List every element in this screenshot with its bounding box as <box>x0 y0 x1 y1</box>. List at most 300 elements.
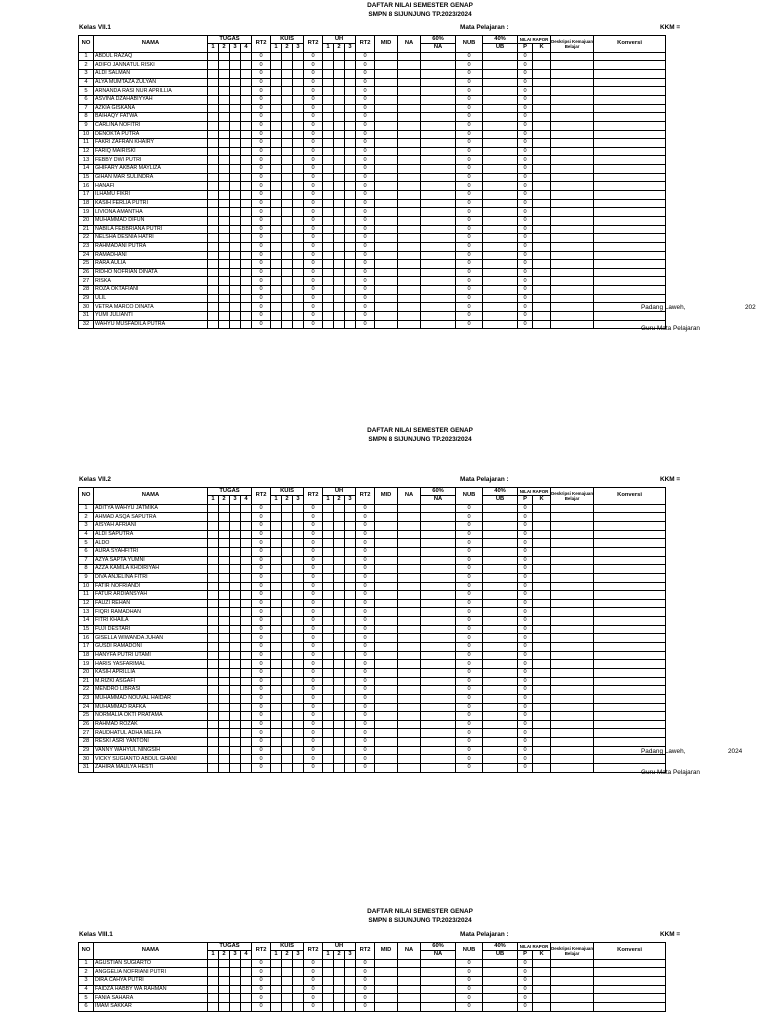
zero-value: 0 <box>456 268 483 277</box>
zero-value: 0 <box>304 677 323 686</box>
table-cell <box>334 625 345 634</box>
zero-value: 0 <box>252 70 271 79</box>
kkm-label: KKM = <box>660 23 681 31</box>
table-cell <box>271 208 282 217</box>
table-cell <box>345 651 356 660</box>
table-cell <box>533 294 551 303</box>
table-cell <box>334 634 345 643</box>
table-cell <box>375 573 398 582</box>
row-number: 30 <box>79 755 94 764</box>
table-cell <box>219 968 230 977</box>
table-cell <box>334 668 345 677</box>
zero-value: 0 <box>456 513 483 522</box>
table-cell <box>551 277 594 286</box>
row-number: 7 <box>79 556 94 565</box>
zero-value: 0 <box>304 764 323 773</box>
table-cell <box>241 242 252 251</box>
table-cell <box>241 268 252 277</box>
table-cell <box>375 173 398 182</box>
zero-value: 0 <box>252 547 271 556</box>
table-cell <box>293 720 304 729</box>
zero-value: 0 <box>518 225 533 234</box>
table-cell <box>345 556 356 565</box>
table-cell <box>334 303 345 312</box>
zero-value: 0 <box>518 182 533 191</box>
table-cell <box>271 677 282 686</box>
table-cell <box>323 277 334 286</box>
table-cell <box>594 191 666 200</box>
header-konversi: Konversi <box>594 942 666 959</box>
zero-value: 0 <box>456 504 483 513</box>
table-cell <box>230 303 241 312</box>
student-name: AISYAH AFRIANI <box>94 522 208 531</box>
table-cell <box>345 599 356 608</box>
table-cell <box>230 87 241 96</box>
zero-value: 0 <box>518 985 533 994</box>
table-cell <box>282 199 293 208</box>
table-cell <box>375 1002 398 1011</box>
table-row <box>79 225 666 234</box>
table-cell <box>323 95 334 104</box>
table-cell <box>271 994 282 1003</box>
table-cell <box>594 95 666 104</box>
table-cell <box>282 746 293 755</box>
subject-label: Mata Pelajaran : <box>460 475 509 483</box>
table-cell <box>271 686 282 695</box>
student-name: RAMADHANI <box>94 251 208 260</box>
table-row <box>79 286 666 295</box>
table-cell <box>241 251 252 260</box>
zero-value: 0 <box>252 617 271 626</box>
table-cell <box>551 668 594 677</box>
header-60-percent: 60% <box>421 942 456 951</box>
table-cell <box>533 660 551 669</box>
table-cell <box>271 104 282 113</box>
table-cell <box>398 994 421 1003</box>
zero-value: 0 <box>356 61 375 70</box>
header-ub-40: UB <box>483 951 518 960</box>
table-cell <box>282 522 293 531</box>
table-cell <box>241 303 252 312</box>
zero-value: 0 <box>356 522 375 531</box>
table-cell <box>323 634 334 643</box>
table-cell <box>421 216 456 225</box>
table-cell <box>594 720 666 729</box>
row-number: 12 <box>79 147 94 156</box>
table-cell <box>594 286 666 295</box>
table-cell <box>533 208 551 217</box>
table-cell <box>241 530 252 539</box>
table-cell <box>230 286 241 295</box>
grade-table <box>78 35 666 330</box>
table-row <box>79 660 666 669</box>
zero-value: 0 <box>252 738 271 747</box>
table-cell <box>483 1002 518 1011</box>
table-cell <box>421 968 456 977</box>
zero-value: 0 <box>252 591 271 600</box>
table-cell <box>421 539 456 548</box>
table-cell <box>421 251 456 260</box>
table-cell <box>375 199 398 208</box>
table-cell <box>271 95 282 104</box>
table-cell <box>533 582 551 591</box>
table-row <box>79 764 666 773</box>
table-cell <box>551 294 594 303</box>
table-cell <box>345 191 356 200</box>
table-cell <box>241 582 252 591</box>
row-number: 26 <box>79 720 94 729</box>
table-cell <box>271 530 282 539</box>
table-cell <box>375 703 398 712</box>
zero-value: 0 <box>304 617 323 626</box>
table-cell <box>293 608 304 617</box>
table-cell <box>594 539 666 548</box>
table-cell <box>219 268 230 277</box>
table-cell <box>345 242 356 251</box>
table-cell <box>421 634 456 643</box>
table-cell <box>271 191 282 200</box>
table-cell <box>282 113 293 122</box>
zero-value: 0 <box>252 677 271 686</box>
table-cell <box>398 625 421 634</box>
zero-value: 0 <box>304 268 323 277</box>
table-cell <box>483 994 518 1003</box>
table-cell <box>230 147 241 156</box>
table-cell <box>208 703 219 712</box>
table-cell <box>219 208 230 217</box>
zero-value: 0 <box>304 712 323 721</box>
table-cell <box>594 139 666 148</box>
table-cell <box>483 755 518 764</box>
zero-value: 0 <box>356 668 375 677</box>
table-row <box>79 968 666 977</box>
table-cell <box>208 994 219 1003</box>
table-cell <box>334 165 345 174</box>
zero-value: 0 <box>252 712 271 721</box>
table-cell <box>208 147 219 156</box>
zero-value: 0 <box>456 173 483 182</box>
table-cell <box>323 573 334 582</box>
zero-value: 0 <box>252 147 271 156</box>
table-cell <box>345 729 356 738</box>
table-cell <box>230 985 241 994</box>
header-rt2: RT2 <box>304 35 323 52</box>
table-cell <box>533 643 551 652</box>
table-cell <box>421 52 456 61</box>
table-cell <box>323 651 334 660</box>
table-cell <box>271 643 282 652</box>
table-cell <box>345 268 356 277</box>
table-cell <box>533 242 551 251</box>
zero-value: 0 <box>252 959 271 968</box>
table-cell <box>345 634 356 643</box>
table-cell <box>241 513 252 522</box>
table-cell <box>594 985 666 994</box>
table-cell <box>219 199 230 208</box>
row-number: 28 <box>79 286 94 295</box>
table-cell <box>334 556 345 565</box>
zero-value: 0 <box>456 130 483 139</box>
table-cell <box>594 234 666 243</box>
zero-value: 0 <box>456 70 483 79</box>
table-cell <box>375 251 398 260</box>
zero-value: 0 <box>356 277 375 286</box>
table-cell <box>375 599 398 608</box>
table-cell <box>398 608 421 617</box>
table-cell <box>345 720 356 729</box>
row-number: 3 <box>79 977 94 986</box>
table-cell <box>483 268 518 277</box>
table-cell <box>375 547 398 556</box>
table-cell <box>271 182 282 191</box>
table-cell <box>594 565 666 574</box>
header-uh-1: 1 <box>323 951 334 960</box>
table-cell <box>533 634 551 643</box>
table-row <box>79 104 666 113</box>
row-number: 28 <box>79 738 94 747</box>
zero-value: 0 <box>518 286 533 295</box>
table-cell <box>551 977 594 986</box>
table-cell <box>230 643 241 652</box>
table-cell <box>345 294 356 303</box>
table-cell <box>533 729 551 738</box>
zero-value: 0 <box>304 208 323 217</box>
zero-value: 0 <box>304 113 323 122</box>
zero-value: 0 <box>518 268 533 277</box>
table-cell <box>533 191 551 200</box>
table-cell <box>398 582 421 591</box>
zero-value: 0 <box>304 277 323 286</box>
table-cell <box>345 165 356 174</box>
table-cell <box>282 52 293 61</box>
table-cell <box>334 764 345 773</box>
header-tugas-2: 2 <box>219 951 230 960</box>
table-cell <box>271 320 282 329</box>
table-cell <box>293 216 304 225</box>
table-cell <box>282 216 293 225</box>
zero-value: 0 <box>456 712 483 721</box>
zero-value: 0 <box>518 617 533 626</box>
table-cell <box>533 686 551 695</box>
zero-value: 0 <box>518 764 533 773</box>
table-cell <box>241 729 252 738</box>
table-row <box>79 513 666 522</box>
student-name: MUHAMMAD DIFUN <box>94 216 208 225</box>
table-cell <box>241 573 252 582</box>
table-cell <box>533 52 551 61</box>
row-number: 20 <box>79 668 94 677</box>
table-cell <box>398 208 421 217</box>
student-name: DIVA ANJELINA FITRI <box>94 573 208 582</box>
table-cell <box>282 251 293 260</box>
table-cell <box>208 668 219 677</box>
table-cell <box>551 565 594 574</box>
table-cell <box>230 668 241 677</box>
table-cell <box>208 286 219 295</box>
row-number: 16 <box>79 634 94 643</box>
table-cell <box>282 651 293 660</box>
table-cell <box>323 156 334 165</box>
table-cell <box>282 191 293 200</box>
header-deskripsi: Deskripsi Kemajuan Belajar <box>551 942 594 959</box>
zero-value: 0 <box>252 634 271 643</box>
table-cell <box>334 617 345 626</box>
table-cell <box>398 277 421 286</box>
table-cell <box>594 547 666 556</box>
table-cell <box>375 147 398 156</box>
table-cell <box>323 294 334 303</box>
table-cell <box>345 286 356 295</box>
table-cell <box>219 582 230 591</box>
zero-value: 0 <box>356 686 375 695</box>
zero-value: 0 <box>304 720 323 729</box>
row-number: 7 <box>79 104 94 113</box>
table-cell <box>375 994 398 1003</box>
zero-value: 0 <box>456 764 483 773</box>
table-cell <box>208 643 219 652</box>
table-cell <box>271 539 282 548</box>
table-cell <box>594 113 666 122</box>
table-cell <box>594 573 666 582</box>
table-cell <box>594 755 666 764</box>
table-cell <box>551 251 594 260</box>
table-cell <box>241 643 252 652</box>
header-tugas-3: 3 <box>230 951 241 960</box>
table-cell <box>219 764 230 773</box>
table-cell <box>483 303 518 312</box>
header-nama: NAMA <box>94 487 208 504</box>
table-cell <box>271 242 282 251</box>
table-cell <box>375 643 398 652</box>
table-cell <box>219 61 230 70</box>
table-cell <box>219 234 230 243</box>
table-cell <box>483 216 518 225</box>
table-cell <box>533 234 551 243</box>
zero-value: 0 <box>356 530 375 539</box>
zero-value: 0 <box>304 234 323 243</box>
table-cell <box>219 651 230 660</box>
table-cell <box>375 608 398 617</box>
table-cell <box>345 608 356 617</box>
row-number: 5 <box>79 994 94 1003</box>
zero-value: 0 <box>456 208 483 217</box>
header-no: NO <box>79 35 94 52</box>
table-cell <box>271 312 282 321</box>
header-kuis: KUIS <box>271 35 304 44</box>
header-uh-2: 2 <box>334 44 345 53</box>
table-cell <box>208 208 219 217</box>
header-na-60: NA <box>421 496 456 505</box>
table-cell <box>230 660 241 669</box>
table-cell <box>219 1002 230 1011</box>
table-cell <box>551 225 594 234</box>
table-cell <box>551 755 594 764</box>
row-number: 19 <box>79 208 94 217</box>
table-cell <box>421 208 456 217</box>
table-cell <box>421 95 456 104</box>
table-cell <box>483 95 518 104</box>
zero-value: 0 <box>518 703 533 712</box>
row-number: 13 <box>79 608 94 617</box>
school-title: SMPN 8 SIJUNJUNG TP.2023/2024 <box>368 436 472 443</box>
table-cell <box>594 651 666 660</box>
table-cell <box>334 61 345 70</box>
zero-value: 0 <box>456 686 483 695</box>
table-cell <box>241 746 252 755</box>
zero-value: 0 <box>356 959 375 968</box>
signature-guru: Guru Mata Pelajaran <box>641 324 700 332</box>
header-konversi: Konversi <box>594 487 666 504</box>
table-cell <box>219 522 230 531</box>
zero-value: 0 <box>456 87 483 96</box>
zero-value: 0 <box>456 312 483 321</box>
table-cell <box>219 530 230 539</box>
table-cell <box>293 547 304 556</box>
table-cell <box>398 182 421 191</box>
table-cell <box>345 686 356 695</box>
zero-value: 0 <box>252 977 271 986</box>
table-cell <box>271 959 282 968</box>
table-cell <box>271 573 282 582</box>
table-cell <box>398 959 421 968</box>
table-cell <box>219 565 230 574</box>
zero-value: 0 <box>456 113 483 122</box>
table-cell <box>398 1002 421 1011</box>
table-cell <box>208 985 219 994</box>
table-cell <box>230 677 241 686</box>
class-label: Kelas VIII.1 <box>79 930 113 938</box>
table-cell <box>375 651 398 660</box>
table-cell <box>208 87 219 96</box>
table-cell <box>208 216 219 225</box>
student-name: NORMALIA OKTI PRATAMA <box>94 712 208 721</box>
table-cell <box>282 968 293 977</box>
student-name: KASIH APRILLIA <box>94 668 208 677</box>
zero-value: 0 <box>518 104 533 113</box>
zero-value: 0 <box>356 643 375 652</box>
table-cell <box>345 703 356 712</box>
zero-value: 0 <box>518 738 533 747</box>
table-cell <box>219 591 230 600</box>
table-cell <box>282 268 293 277</box>
table-cell <box>398 513 421 522</box>
table-row <box>79 591 666 600</box>
table-cell <box>219 113 230 122</box>
table-cell <box>208 530 219 539</box>
zero-value: 0 <box>356 130 375 139</box>
table-cell <box>533 556 551 565</box>
table-cell <box>421 1002 456 1011</box>
zero-value: 0 <box>304 660 323 669</box>
table-cell <box>271 651 282 660</box>
table-cell <box>398 651 421 660</box>
zero-value: 0 <box>518 199 533 208</box>
zero-value: 0 <box>518 242 533 251</box>
table-cell <box>398 694 421 703</box>
table-cell <box>334 113 345 122</box>
table-cell <box>533 320 551 329</box>
table-cell <box>323 1002 334 1011</box>
table-cell <box>375 320 398 329</box>
row-number: 5 <box>79 87 94 96</box>
table-cell <box>483 547 518 556</box>
table-cell <box>219 286 230 295</box>
table-cell <box>271 294 282 303</box>
zero-value: 0 <box>356 121 375 130</box>
table-cell <box>334 738 345 747</box>
zero-value: 0 <box>252 251 271 260</box>
student-name: HANAFI <box>94 182 208 191</box>
